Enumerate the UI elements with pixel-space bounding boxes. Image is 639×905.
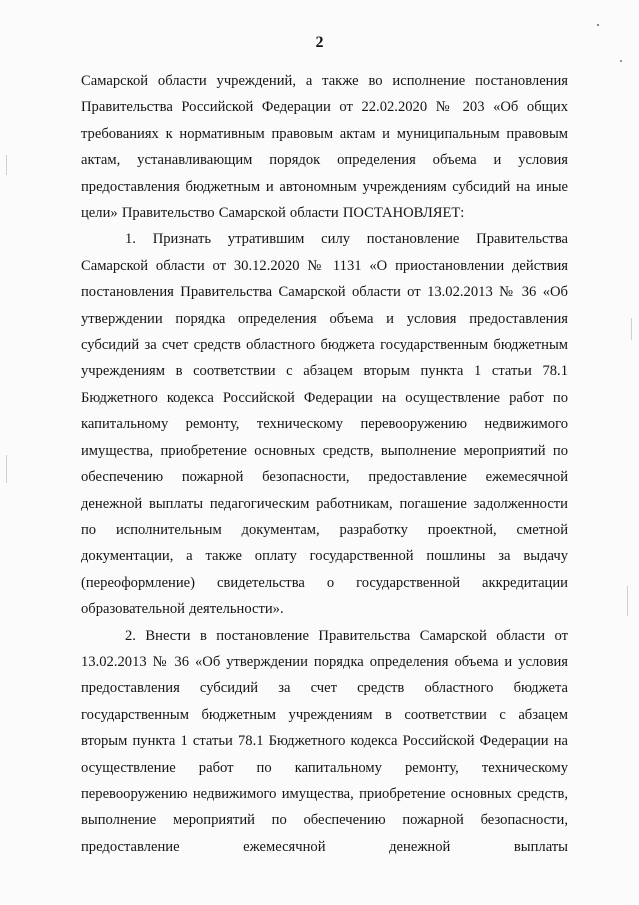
scan-artifact	[631, 318, 632, 340]
paragraph-item-1: 1. Признать утратившим силу постановление Правительства Самарской области от 30.12.2020 № 1131 «О приостановлении действия постановления Правительства Самарской области от 13.02.2013 № 36 «Об утверждении порядка определения объема и условия предоставления субсидий за счет средств областного бюджета государственным бюджетным учреждениям в соответствии с абзацем вторым пункта 1 статьи 78.1 Бюджетного кодекса Российской Федерации на осуществление работ по капитальному ремонту, техническому перевооружению недвижимого имущества, приобретение основных средств, выполнение мероприятий по обеспечению пожарной безопасности, предоставление ежемесячной денежной выплаты педагогическим работникам, погашение задолженности по исполнительным документам, разработку проектной, сметной документации, а также оплату государственной пошлины за выдачу (переоформление) свидетельства о государственной аккредитации образовательной деятельности».	[81, 231, 568, 618]
scan-artifact	[6, 155, 7, 175]
page-number: 2	[315, 34, 324, 51]
paragraph-intro: Самарской области учреждений, а также во исполнение постановления Правительства Российской Федерации от 22.02.2020 № 203 «Об общих требованиях к нормативным правовым актам и муниципальным правовым актам, устанавливающим порядок определения объема и условия предоставления бюджетным и автономным учреждениям субсидий на иные цели» Правительство Самарской области ПОСТАНОВЛЯЕТ:	[81, 73, 568, 222]
paragraph-item-2: 2. Внести в постановление Правительства Самарской области от 13.02.2013 № 36 «Об утверждении порядка определения объема и условия предоставления субсидий за счет средств областного бюджета государственным бюджетным учреждениям в соответствии с абзацем вторым пункта 1 статьи 78.1 Бюджетного кодекса Российской Федерации на осуществление работ по капитальному ремонту, техническому перевооружению недвижимого имущества, приобретение основных средств, выполнение мероприятий по обеспечению пожарной безопасности, предоставление ежемесячной денежной выплаты	[81, 627, 568, 855]
scan-artifact	[627, 586, 628, 616]
document-body	[81, 68, 568, 860]
scan-speck	[597, 24, 599, 26]
scan-artifact	[6, 455, 7, 483]
scan-speck	[620, 60, 622, 62]
